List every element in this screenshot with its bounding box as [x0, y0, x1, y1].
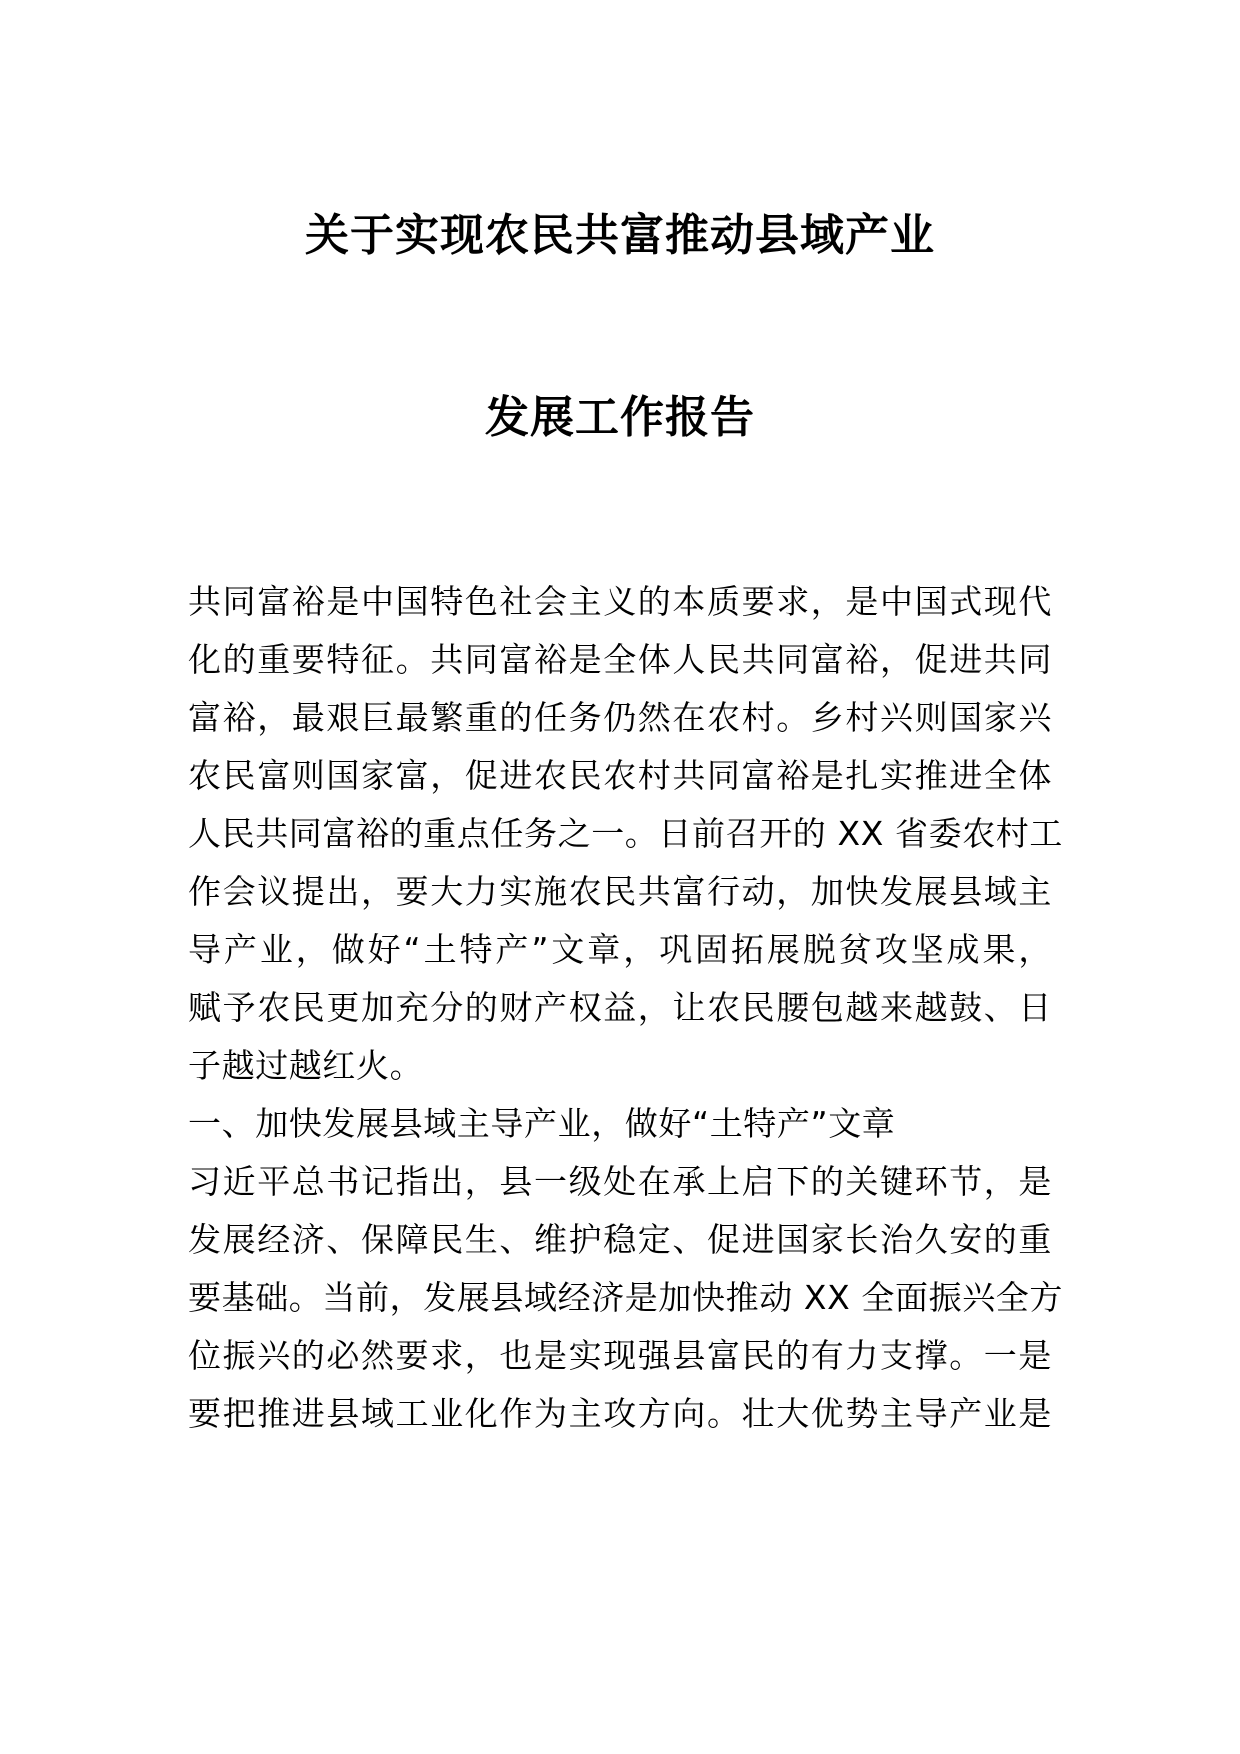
body-line: 人民共同富裕的重点任务之一。日前召开的 XX 省委农村工 [188, 814, 1063, 853]
body-line: 共同富裕是中国特色社会主义的本质要求，是中国式现代 [188, 582, 1052, 621]
section-heading: 一、加快发展县域主导产业，做好“土特产”文章 [188, 1104, 896, 1143]
body-line-paragraph-end: 子越过越红火。 [188, 1046, 424, 1085]
body-line: 富裕，最艰巨最繁重的任务仍然在农村。乡村兴则国家兴 [188, 698, 1052, 737]
body-line: 化的重要特征。共同富裕是全体人民共同富裕，促进共同 [188, 640, 1052, 679]
body-line: 作会议提出，要大力实施农民共富行动，加快发展县域主 [188, 872, 1052, 911]
body-line: 赋予农民更加充分的财产权益，让农民腰包越来越鼓、日 [188, 988, 1052, 1027]
document-title-line-1: 关于实现农民共富推动县域产业 [305, 210, 935, 261]
body-line: 发展经济、保障民生、维护稳定、促进国家长治久安的重 [188, 1220, 1052, 1259]
body-line: 导产业，做好“土特产”文章，巩固拓展脱贫攻坚成果， [188, 930, 1052, 969]
body-line: 农民富则国家富，促进农民农村共同富裕是扎实推进全体 [188, 756, 1052, 795]
body-line: 位振兴的必然要求，也是实现强县富民的有力支撑。一是 [188, 1336, 1052, 1375]
body-line: 习近平总书记指出，县一级处在承上启下的关键环节，是 [188, 1162, 1052, 1201]
body-line: 要基础。当前，发展县域经济是加快推动 XX 全面振兴全方 [188, 1278, 1063, 1317]
body-line: 要把推进县域工业化作为主攻方向。壮大优势主导产业是 [188, 1394, 1052, 1433]
document-title-line-2: 发展工作报告 [485, 392, 755, 443]
